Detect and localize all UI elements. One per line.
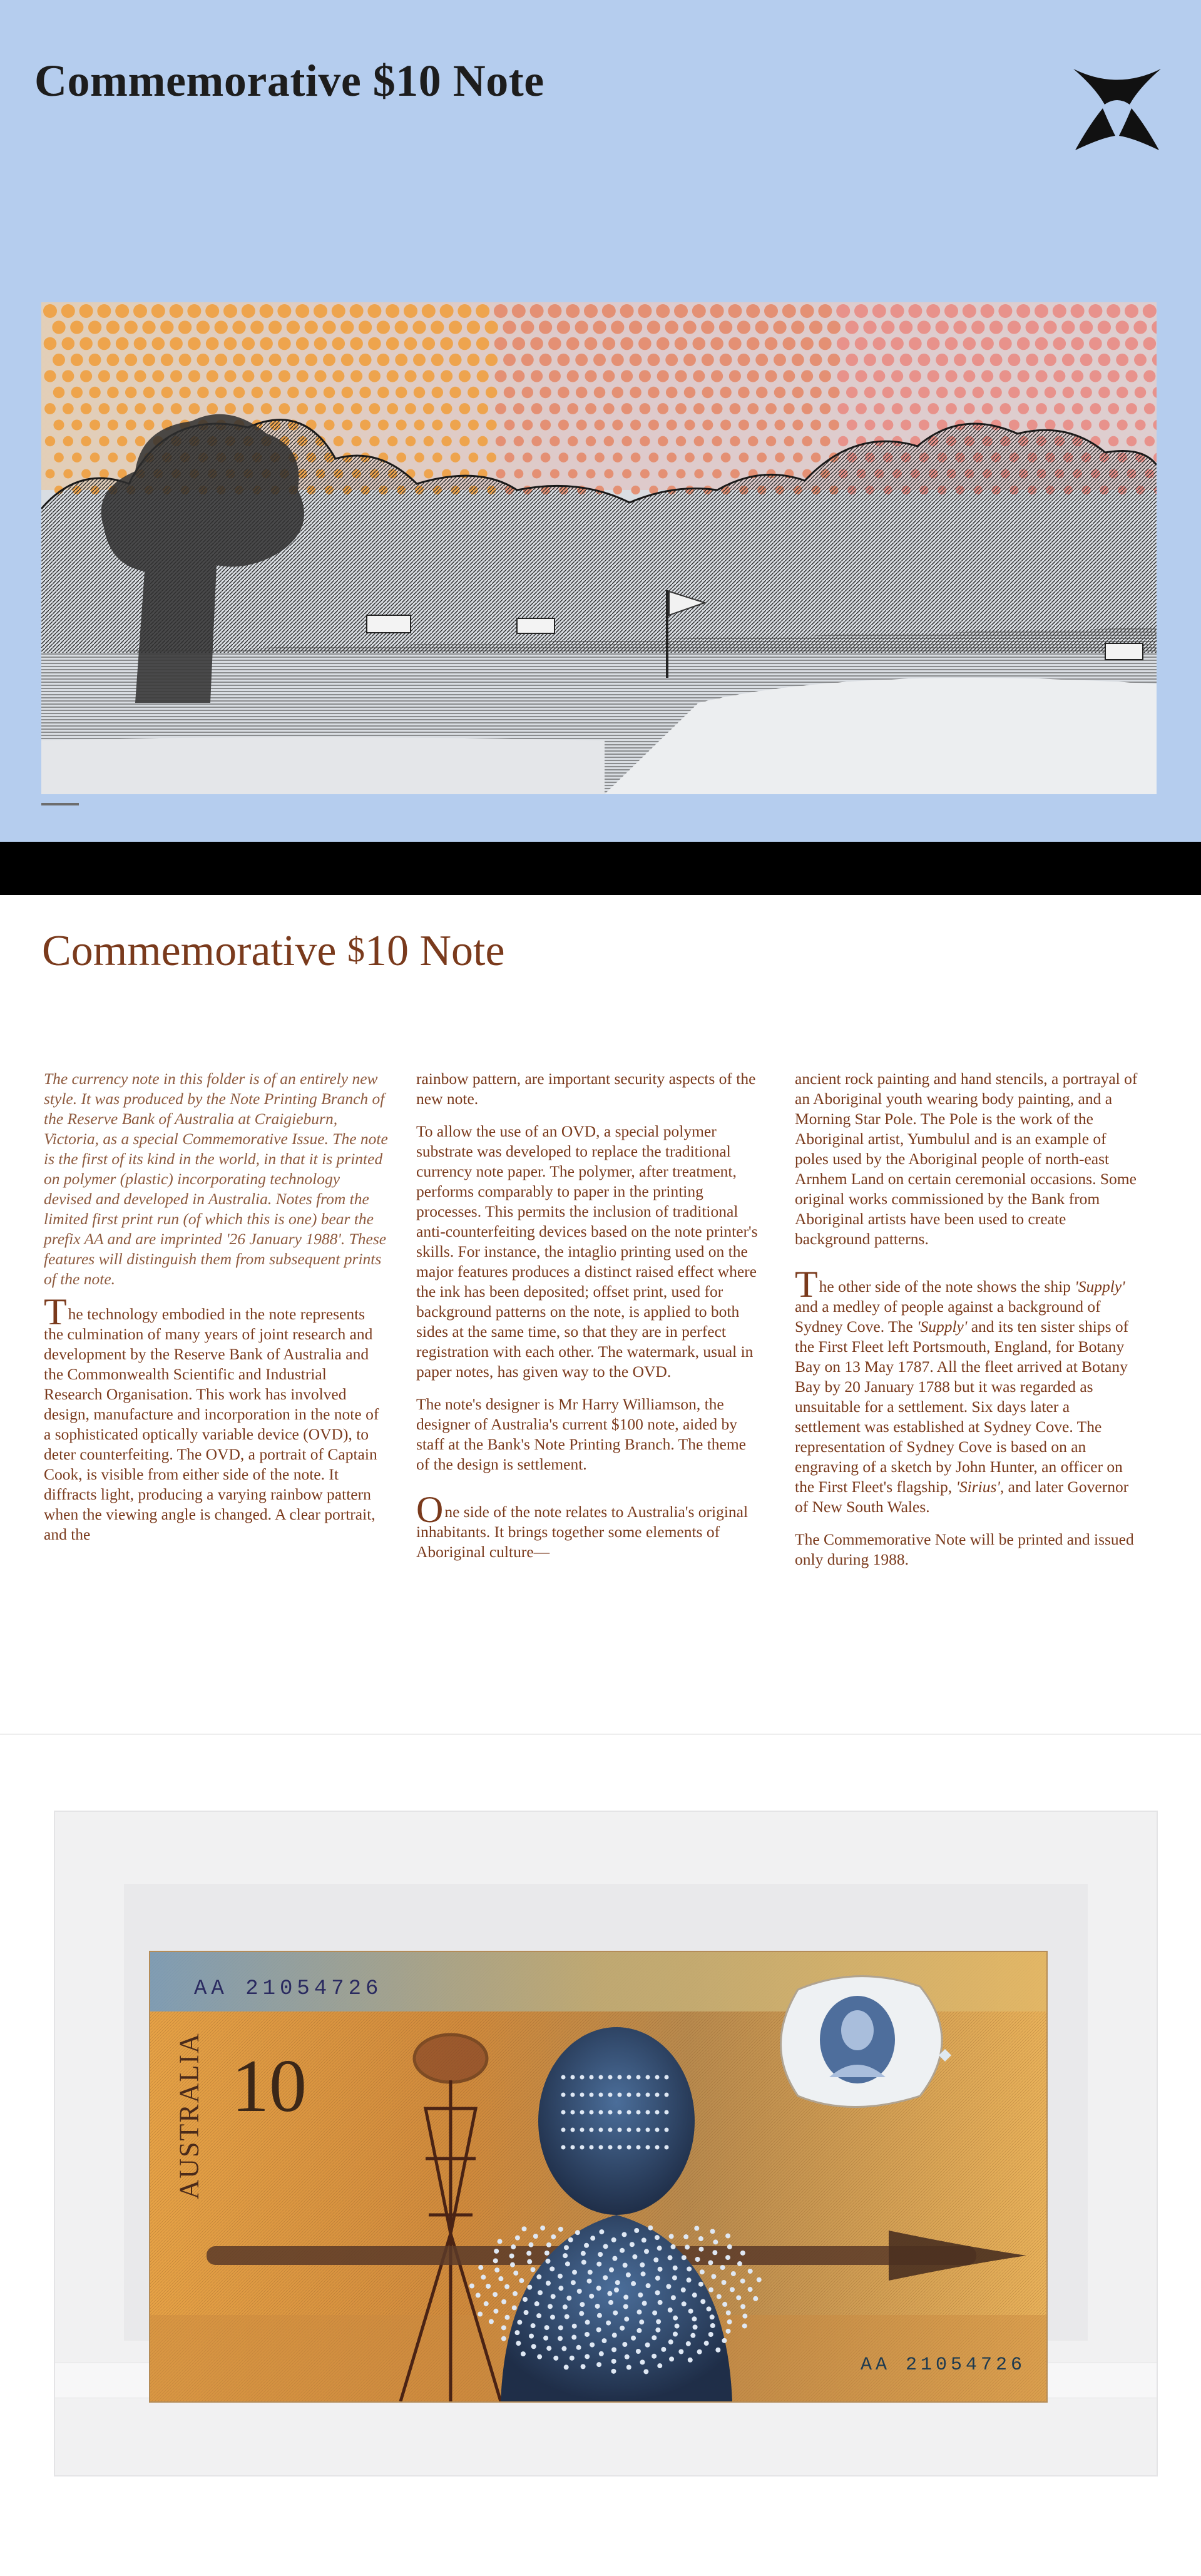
polymer-paragraph: To allow the use of an OVD, a special polymer substrate was developed to replace the traditional currency note paper. The polymer, after treatment, performs comparably to paper in the printing processes. This permits the inclusion of traditional anti-counterfeiting devices based on the note printer's skills. For instance, the intaglio printing used on the major features produces a distinct raised effect where the ink has been deposited; offset print, used for background patterns on the note, is applied to both sides at the same time, so that they are in perfect registration with each other. The watermark, usual in paper notes, has given way to the OVD. [416, 1122, 758, 1381]
maltese-crest-icon [1070, 66, 1164, 153]
text-column-1 [44, 1069, 388, 1557]
culture-paragraph: ancient rock painting and hand stencils, a portrayal of an Aboriginal youth wearing body painting, and a Morning Star Pole. The Pole is the work of the Aboriginal artist, Yumbulul and is an example of poles used by the Aboriginal people of north-east Arnhem Land on certain ceremonial occasions. Some original works commissioned by the Bank from Aboriginal artists have been used to create background patterns. [795, 1070, 1138, 1248]
cover-scratch-mark [41, 803, 79, 805]
dropcap-o: O [416, 1489, 444, 1530]
banknote-10-dollar [149, 1951, 1048, 2403]
page-title [42, 926, 505, 976]
page-title-main: Commemorative [42, 927, 347, 975]
banknote-denomination: 10 [232, 2044, 307, 2127]
page-divider [0, 1734, 1201, 1735]
cover-artwork-sydney-cove [41, 302, 1157, 794]
aboriginal-paragraph-text: ne side of the note relates to Australia's original inhabitants. It brings together some elements of Aboriginal culture— [416, 1503, 749, 1561]
ship-text-d: , and later Governor of New South Wales. [795, 1478, 1129, 1516]
ship-name-supply: 'Supply' [1075, 1277, 1125, 1296]
ship-name-supply-2: 'Supply' [917, 1317, 968, 1336]
technology-paragraph-text: he technology embodied in the note represents the culmination of many years of joint research and development by the Reserve Bank of Australia and the Commonwealth Scientific and Industrial Research Organisation. This work has involved design, manufacture and incorporation in the note of a sophisticated optically variable device (OVD), to deter counterfeiting. The OVD, a portrait of Captain Cook, is visible from either side of the note. It diffracts light, producing a varying rainbow pattern when the viewing angle is changed. A clear portrait, and the [44, 1305, 379, 1543]
banknote-artwork [150, 1952, 1046, 2401]
dropcap-t2: T [795, 1264, 818, 1305]
aboriginal-paragraph [416, 1489, 760, 1562]
dropcap-t: T [44, 1291, 67, 1332]
intro-paragraph: The currency note in this folder is of an entirely new style. It was produced by the Note Printing Branch of the Reserve Bank of Australia at Craigieburn, Victoria, as a special Commemorative Issue. The note is the first of its kind in the world, in that it is printed on polymer (plastic) incorporating technology devised and developed in Australia. Notes from the limited first print run (of which this is one) bear the prefix AA and are imprinted '26 January 1988'. These features will distinguish them from subsequent prints of the note. [44, 1070, 388, 1288]
page-title-rest: 10 Note [364, 927, 505, 975]
ship-text-a: he other side of the note shows the ship [819, 1277, 1075, 1296]
technology-paragraph [44, 1291, 388, 1545]
text-column-2 [416, 1069, 760, 1575]
ship-paragraph [795, 1264, 1139, 1517]
serial-number-top: AA 21054726 [194, 1977, 383, 2001]
ship-name-sirius: 'Sirius' [956, 1478, 1000, 1496]
cover-title: Commemorative $10 Note [34, 56, 544, 106]
issue-paragraph: The Commemorative Note will be printed and issued only during 1988. [795, 1530, 1134, 1568]
banknote-country: AUSTRALIA [173, 2032, 205, 2200]
ship-text-c: and its ten sister ships of the First Fleet left Portsmouth, England, for Botany Bay on 13 May 1787. All the fleet arrived at Botany Bay by 20 January 1788 but it was regarded as unsuitable for a settlement. Six days later a settlement was established at Sydney Cove. The representation of Sydney Cove is based on an engraving of a sketch by John Hunter, an officer on the First Fleet's flagship, [795, 1317, 1129, 1496]
designer-paragraph: The note's designer is Mr Harry Williamson, the designer of Australia's current $100 note, aided by staff at the Bank's Note Printing Branch. The theme of the design is settlement. [416, 1395, 746, 1473]
folder-cover [0, 0, 1201, 842]
ovd-window-captain-cook [781, 1976, 943, 2107]
text-column-3 [795, 1069, 1139, 1582]
page-title-dollar: $ [347, 931, 365, 969]
security-paragraph: rainbow pattern, are important security aspects of the new note. [416, 1070, 756, 1108]
sydney-cove-engraving [41, 302, 1157, 794]
serial-number-bottom: AA 21054726 [861, 2354, 1026, 2376]
folder-fold-band [0, 842, 1201, 895]
ship-text-b: and a medley of people against a background of Sydney Cove. The [795, 1297, 1101, 1336]
